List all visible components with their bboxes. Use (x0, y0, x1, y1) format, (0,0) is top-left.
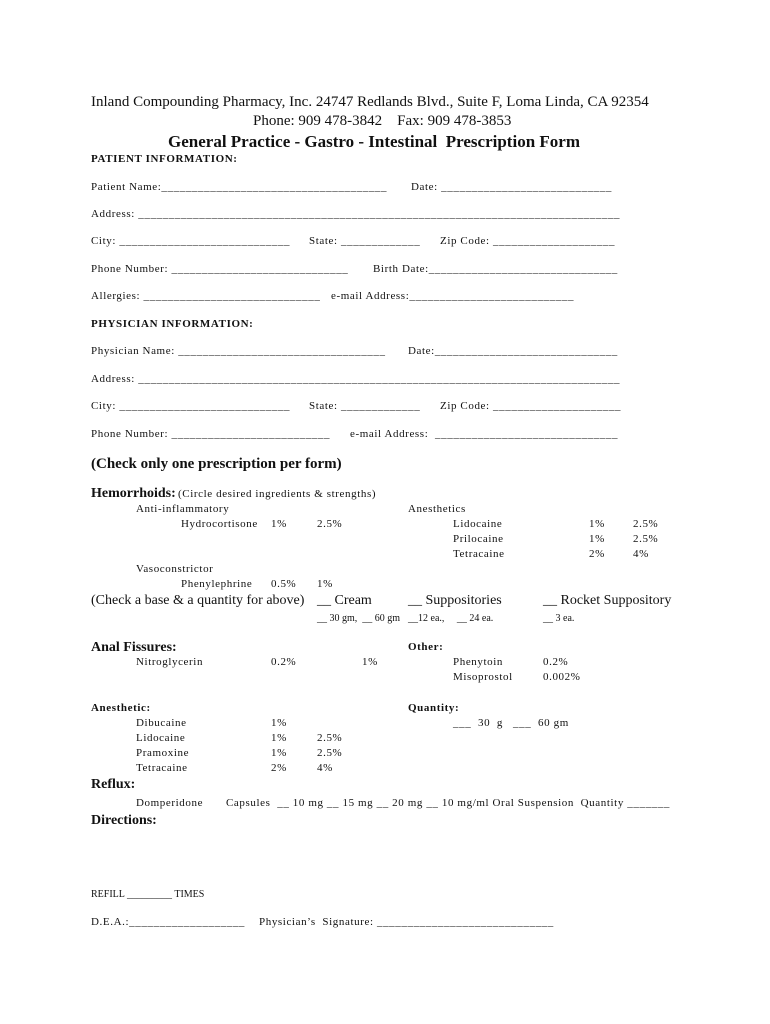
patient-birthdate-field[interactable]: Birth Date:_______________________________ (373, 263, 618, 275)
anti-inflammatory-label: Anti-inflammatory (136, 503, 230, 515)
quantity-heading: Quantity: (408, 702, 460, 714)
pramoxine-2-5pct[interactable]: 2.5% (317, 747, 343, 759)
lidocaine-1pct[interactable]: 1% (271, 732, 287, 744)
patient-state-field[interactable]: State: _____________ (309, 235, 421, 247)
dea-field[interactable]: D.E.A.:___________________ (91, 916, 246, 928)
rocket-suppository-option[interactable]: __ Rocket Suppository (543, 593, 672, 608)
patient-city-field[interactable]: City: ____________________________ (91, 235, 291, 247)
pharmacy-address-line: Inland Compounding Pharmacy, Inc. 24747 Redlands Blvd., Suite F, Loma Linda, CA 92354 (91, 94, 649, 110)
pramoxine-1pct[interactable]: 1% (271, 747, 287, 759)
physician-info-heading: PHYSICIAN INFORMATION: (91, 318, 254, 330)
phenytoin-label[interactable]: Phenytoin (453, 656, 504, 668)
tetracaine-label[interactable]: Tetracaine (453, 548, 505, 560)
vasoconstrictor-label: Vasoconstrictor (136, 563, 214, 575)
patient-info-heading: PATIENT INFORMATION: (91, 153, 238, 165)
tetracaine-4pct[interactable]: 4% (633, 548, 649, 560)
hydrocortisone-1pct[interactable]: 1% (271, 518, 287, 530)
patient-address-field[interactable]: Address: _______________________________________________________________________________ (91, 208, 621, 220)
physician-state-field[interactable]: State: _____________ (309, 400, 421, 412)
phenytoin-0-2pct[interactable]: 0.2% (543, 656, 569, 668)
physician-signature-field[interactable]: Physician’s Signature: _____________________________ (259, 916, 554, 928)
physician-email-field[interactable]: e-mail Address: ______________________________ (350, 428, 619, 440)
patient-name-field[interactable]: Patient Name:_____________________________________ (91, 181, 388, 193)
hemorrhoids-note: (Circle desired ingredients & strengths) (178, 488, 377, 500)
physician-zip-field[interactable]: Zip Code: _____________________ (440, 400, 622, 412)
anesthetics-label: Anesthetics (408, 503, 466, 515)
lidocaine-2-5pct[interactable]: 2.5% (317, 732, 343, 744)
cream-option[interactable]: __ Cream (317, 593, 372, 608)
tetracaine-4pct[interactable]: 4% (317, 762, 333, 774)
suppositories-option[interactable]: __ Suppositories (408, 593, 502, 608)
domperidone-options[interactable]: Capsules __ 10 mg __ 15 mg __ 20 mg __ 10 mg/ml Oral Suspension Quantity _______ (226, 797, 670, 809)
patient-date-field[interactable]: Date: ____________________________ (411, 181, 612, 193)
pharmacy-phone-fax: Phone: 909 478-3842 Fax: 909 478-3853 (253, 113, 512, 129)
physician-address-field[interactable]: Address: _______________________________________________________________________________ (91, 373, 621, 385)
directions-heading: Directions: (91, 813, 157, 828)
lidocaine-2-5pct[interactable]: 2.5% (633, 518, 659, 530)
fissure-quantity-options[interactable]: ___ 30 g ___ 60 gm (453, 717, 569, 729)
prilocaine-1pct[interactable]: 1% (589, 533, 605, 545)
cream-quantity-options[interactable]: __ 30 gm, __ 60 gm (317, 613, 401, 624)
hemorrhoids-heading: Hemorrhoids: (91, 486, 176, 501)
nitroglycerin-label[interactable]: Nitroglycerin (136, 656, 204, 668)
phenylephrine-1pct[interactable]: 1% (317, 578, 333, 590)
lidocaine-label[interactable]: Lidocaine (453, 518, 503, 530)
other-heading: Other: (408, 641, 444, 653)
hydrocortisone-2-5pct[interactable]: 2.5% (317, 518, 343, 530)
physician-city-field[interactable]: City: ____________________________ (91, 400, 291, 412)
tetracaine-label[interactable]: Tetracaine (136, 762, 188, 774)
nitroglycerin-0-2pct[interactable]: 0.2% (271, 656, 297, 668)
form-title: General Practice - Gastro - Intestinal Prescription Form (168, 132, 580, 151)
patient-email-field[interactable]: e-mail Address:___________________________ (331, 290, 575, 302)
physician-date-field[interactable]: Date:______________________________ (408, 345, 618, 357)
lidocaine-label[interactable]: Lidocaine (136, 732, 186, 744)
patient-zip-field[interactable]: Zip Code: ____________________ (440, 235, 616, 247)
hydrocortisone-label[interactable]: Hydrocortisone (181, 518, 258, 530)
reflux-heading: Reflux: (91, 777, 136, 792)
pramoxine-label[interactable]: Pramoxine (136, 747, 190, 759)
domperidone-label[interactable]: Domperidone (136, 797, 204, 809)
dibucaine-label[interactable]: Dibucaine (136, 717, 187, 729)
physician-phone-field[interactable]: Phone Number: __________________________ (91, 428, 331, 440)
misoprostol-0-002pct[interactable]: 0.002% (543, 671, 581, 683)
nitroglycerin-1pct[interactable]: 1% (362, 656, 378, 668)
refill-field[interactable]: REFILL _________ TIMES (91, 889, 205, 900)
prilocaine-label[interactable]: Prilocaine (453, 533, 504, 545)
dibucaine-1pct[interactable]: 1% (271, 717, 287, 729)
directions-area[interactable] (91, 834, 671, 880)
prilocaine-2-5pct[interactable]: 2.5% (633, 533, 659, 545)
anesthetic-heading: Anesthetic: (91, 702, 151, 714)
rocket-quantity-option[interactable]: __ 3 ea. (543, 613, 575, 624)
tetracaine-2pct[interactable]: 2% (589, 548, 605, 560)
base-quantity-note: (Check a base & a quantity for above) (91, 593, 305, 608)
patient-allergies-field[interactable]: Allergies: _____________________________ (91, 290, 321, 302)
tetracaine-2pct[interactable]: 2% (271, 762, 287, 774)
patient-phone-field[interactable]: Phone Number: _____________________________ (91, 263, 349, 275)
phenylephrine-label[interactable]: Phenylephrine (181, 578, 253, 590)
anal-fissures-heading: Anal Fissures: (91, 640, 177, 655)
lidocaine-1pct[interactable]: 1% (589, 518, 605, 530)
suppositories-quantity-options[interactable]: __12 ea., __ 24 ea. (408, 613, 494, 624)
phenylephrine-0-5pct[interactable]: 0.5% (271, 578, 297, 590)
physician-name-field[interactable]: Physician Name: __________________________________ (91, 345, 386, 357)
misoprostol-label[interactable]: Misoprostol (453, 671, 513, 683)
check-one-instruction: (Check only one prescription per form) (91, 456, 342, 472)
